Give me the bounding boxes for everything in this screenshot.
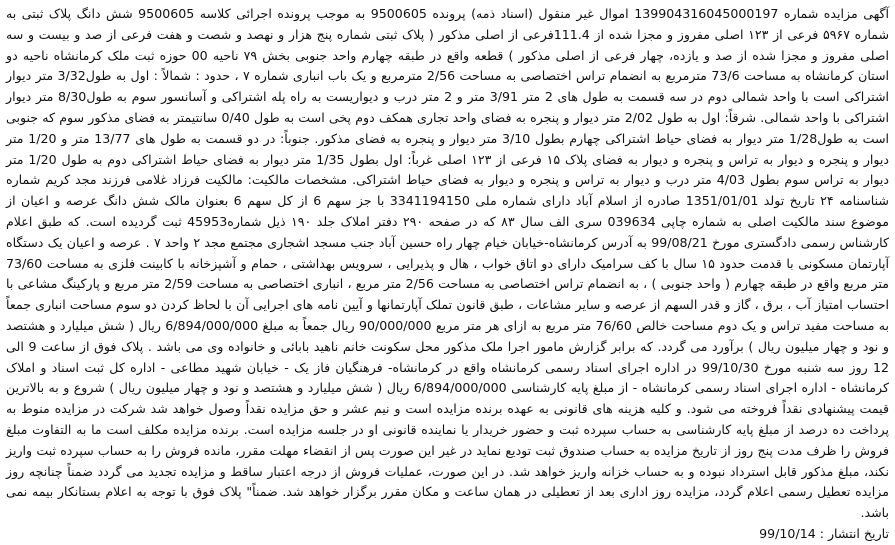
auction-notice-body: آگهی مزایده شماره 139904316045000197 اموال غیر منقول (اسناد ذمه) پرونده 9500605 به موجب پرونده اجرائی کلاسه 9500605 شش دانگ پلاک ثبتی به شماره ۵۹۶۷ فرعی از ۱۲۳ اصلی مفروز و مجزا شده از 111.4فرعی از اصلی مذکور ( پلاک ثبتی شماره پنج هزار و نهصد و شصت و هفت فرعی از صد و بیست و سه اصلی مفروز و مجزا شده از صد و یازده، چهار فرعی از اصلی مذکور ) قطعه واقع در طبقه چهارم واحد جنوبی بخش ۷۹ ناحیه 00 حوزه ثبت ملک کرمانشاه ناحیه دو استان کرمانشاه به مساحت 73/6 مترمربع به انضمام تراس اختصاصی به مساحت 2/56 مترمربع و یک باب انباری شماره ۷ ، حدود : شمالاً : اول به طول3/32 متر دیوار اشتراکی است با واحد شمالی دوم در سه قسمت به طول های 2 متر 3/91 متر و 2 متر درب و دیواریست به راه پله اشتراکی و آسانسور سوم به طول8/30 متر دیوار اشتراکی با واحد شمالی. شرقاً: اول به طول 2/02 متر دیوار و پنجره به فضای واحد تجاری همکف دوم پخی است به طول 0/40 سانتیمتر به فضای مذکور سوم که جنوبی است به طول1/28 متر دیوار به فضای حیاط اشتراکی چهارم بطول 3/10 متر دیوار و پنجره به فضای مذکور. جنوباً: در دو قسمت به طول های 13/77 متر و 1/20 متر دیوار و پنجره و دیوار به تراس و پنجره و دیوار به فضای پلاک ۱۵ فرعی از ۱۲۳ اصلی غرباً: اول بطول 1/35 متر دیوار به فضای حیاط اشتراکی دوم به طول 1/20 متر دیوار به تراس سوم بطول 4/03 متر درب و دیوار به تراس و پنجره و دیوار به فضای حیاط اشتراکی. مشخصات مالکیت: مالکیت فرزاد غلامی فرزند مجد کریم شماره شناسنامه ۲۴ تاریخ تولد 1351/01/01 صادره از اسلام آباد دارای شماره ملی 3341194150 با جز سهم 6 از کل سهم 6 بعنوان مالک شش دانگ عرصه و اعیان از موضوع سند مالکیت اصلی به شماره چاپی 039634 سری الف سال ۸۳ که در صفحه ۲۹۰ دفتر املاک جلد ۱۹۰ ذیل شماره45953 ثبت گردیده است. که طبق اعلام کارشناس رسمی دادگستری مورخ 99/08/21 به آدرس کرمانشاه-خیابان خیام چهار راه حسین آباد جنب مسجد اشجاری مجتمع مجد ۲ واحد ۷ . عرصه و اعیان یک دستگاه آپارتمان مسکونی با قدمت حدود ۱۵ سال با کف سرامیک دارای دو اتاق خواب ، هال و پذیرایی ، سرویس بهداشتی ، حمام و آشپزخانه با کابینت فلزی به مساحت 73/60 متر مربع واقع در طبقه چهارم ( واحد جنوبی ) ، به انضمام تراس اختصاصی به مساحت 2/56 متر مربع ، انباری اختصاصی به مساحت 2/59 متر مربع و پارکینگ مشاعی با احتساب امتیاز آب ، برق ، گاز و قدر السهم از عرصه و سایر مشاعات ، طبق قانون تملک آپارتمانها و آیین نامه های اجرایی آن با لحاظ کردن دو سوم مساحت انباری جمعاً به مساحت مفید تراس و یک دوم مساحت خالص 76/60 متر مربع به ازای هر متر مربع 90/000/000 ریال جمعاً به مبلغ 6/894/000/000 ریال ( شش میلیارد و هشتصد و نود و چهار میلیون ریال ) برآورد می گردد. که برابر گزارش مامور اجرا ملک مذکور محل سکونت خانم ناهید بابائی و خانواده وی می باشد . پلاک فوق از ساعت 9 الی 12 روز سه شنبه مورخ 99/10/30 در اداره اجرای اسناد رسمی کرمانشاه واقع در کرمانشاه- فرهنگیان فاز یک - خیابان شهید مطاعی - اداره کل ثبت اسناد و املاک کرمانشاه - اداره اجرای اسناد رسمی کرمانشاه - از مبلغ پایه کارشناسی 6/894/000/000 ریال ( شش میلیارد و هشتصد و نود و چهار میلیون ریال ) شروع و به بالاترین قیمت پیشنهادی نقداً فروخته می شود. و کلیه هزینه های قانونی به عهده برنده مزایده است و نیم عشر و حق مزایده نقداً وصول خواهد شد شرکت در مزایده منوط به پرداخت ده درصد از مبلغ پایه کارشناسی به حساب سپرده ثبت و حضور خریدار یا نماینده قانونی او در جلسه مزایده است. برنده مزایده مکلف است ما به التفاوت مبلغ فروش را ظرف مدت پنج روز از تاریخ مزایده به حساب صندوق ثبت تودیع نماید در غیر این صورت پس از انقضاء مهلت مقرر، مانده فروش را به حساب سپرده ثبت واریز نکند، مبلغ مذکور قابل استرداد نبوده و به حساب خزانه واریز خواهد شد. در این صورت، عملیات فروش از درجه اعتبار ساقط و مزایده تجدید می گردد ضمناً چنانچه روز مزایده تعطیل رسمی اعلام گردد، مزایده روز اداری بعد از تعطیلی در همان ساعت و مکان مقرر برگزار خواهد شد. ضمناً" پلاک فوق با توجه به اعلام بستانکار بیمه نمی باشد. <box>6 6 890 521</box>
publish-date: تاریخ انتشار : 99/10/14 <box>759 525 889 541</box>
